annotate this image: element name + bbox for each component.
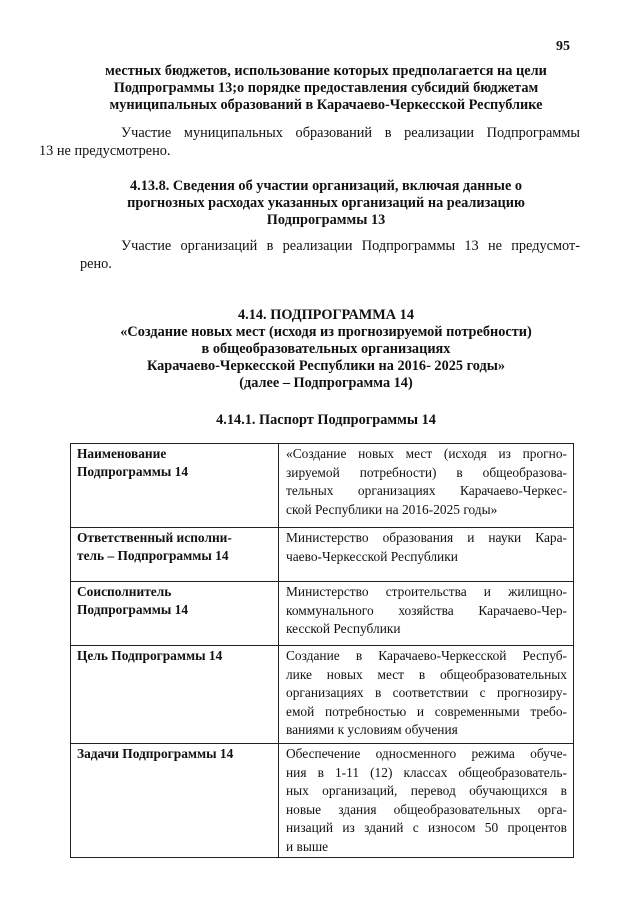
table-row [71,528,574,582]
value-line: емой потребностью и современными требо- [286,703,567,719]
title-line: в общеобразовательных организациях [201,341,451,357]
section-4-14-title [72,307,580,392]
table-row [71,744,574,858]
value-line: ваниями к условиям обучения [286,722,458,737]
value-line: тельных организациях Карачаево-Черкес- [286,483,567,498]
label-line: тель – Подпрограммы 14 [77,548,229,563]
title-line: Подпрограммы 13 [266,212,386,228]
value-line: зируемой потребности) в общеобразова- [286,464,567,480]
title-line: прогнозных расходах указанных организаций на реализацию [127,195,525,211]
title-line: муниципальных образований в Карачаево-Черкесской Республике [109,97,543,113]
body-line: 13 не предусмотрено. [39,143,171,159]
title-line: местных бюджетов, использование которых предполагается на цели [105,63,547,79]
row-label [71,444,279,528]
value-line: организациях в соответствии с прогнозиру- [286,685,567,700]
value-line: ния в 1-11 (12) классах общеобразователь- [286,764,567,780]
title-line: 4.13.8. Сведения об участии организаций, включая данные о [129,178,523,194]
label-line: Подпрограммы 14 [77,602,189,617]
label-line: Подпрограммы 14 [77,464,189,479]
label-line: Соисполнитель [77,584,172,599]
value-line: ных организаций, перевод обучающихся в [286,783,567,798]
section-4-13-7-title [72,63,580,114]
body-line: рено. [80,256,112,272]
body-line: Участие муниципальных образований в реализации Подпрограммы [121,125,580,141]
value-line: ской Республики на 2016-2025 годы» [286,501,498,517]
passport-table [70,443,574,858]
body-line: Участие организаций в реализации Подпрограммы 13 не предусмот- [121,238,580,254]
value-line: низаций из зданий с износом 50 процентов [286,820,567,835]
title-line: «Создание новых мест (исходя из прогнозируемой потребности) [120,324,532,340]
label-line: Наименование [77,446,167,461]
row-value [279,528,574,582]
row-label [71,528,279,582]
title-line: (далее – Подпрограмма 14) [239,375,413,391]
row-label [71,646,279,744]
value-line: лике новых мест в общеобразовательных [286,666,567,682]
value-line: Обеспечение односменного режима обуче- [286,746,567,761]
value-line: «Создание новых мест (исходя из прогно- [286,446,567,461]
row-label [71,744,279,858]
value-line: кесской Республики [286,621,401,636]
section-4-13-7-body [39,124,580,160]
value-line: новые здания общеобразовательных орга- [286,801,567,817]
value-line: Министерство образования и науки Кара- [286,530,567,545]
section-4-13-8-body [80,237,580,273]
value-line: и выше [286,838,329,854]
value-line: чаево-Черкесской Республики [286,548,458,564]
row-value [279,582,574,646]
page-number: 95 [556,39,570,54]
row-value [279,744,574,858]
row-value [279,646,574,744]
title-line: Подпрограммы 13;о порядке предоставления субсидий бюджетам [113,80,539,96]
value-line: коммунального хозяйства Карачаево-Чер- [286,602,567,618]
title-line: 4.14. ПОДПРОГРАММА 14 [238,307,414,323]
label-line: Цель Подпрограммы 14 [77,648,223,663]
value-line: Создание в Карачаево-Черкесской Респуб- [286,648,567,663]
passport-title: 4.14.1. Паспорт Подпрограммы 14 [216,412,436,428]
row-label [71,582,279,646]
section-4-13-8-title [72,178,580,229]
table-row [71,646,574,744]
row-value [279,444,574,528]
table-row [71,444,574,528]
value-line: Министерство строительства и жилищно- [286,584,567,599]
title-line: Карачаево-Черкесской Республики на 2016- 2025 годы» [146,358,505,374]
table-row [71,582,574,646]
label-line: Ответственный исполни- [77,530,232,545]
label-line: Задачи Подпрограммы 14 [77,746,234,761]
